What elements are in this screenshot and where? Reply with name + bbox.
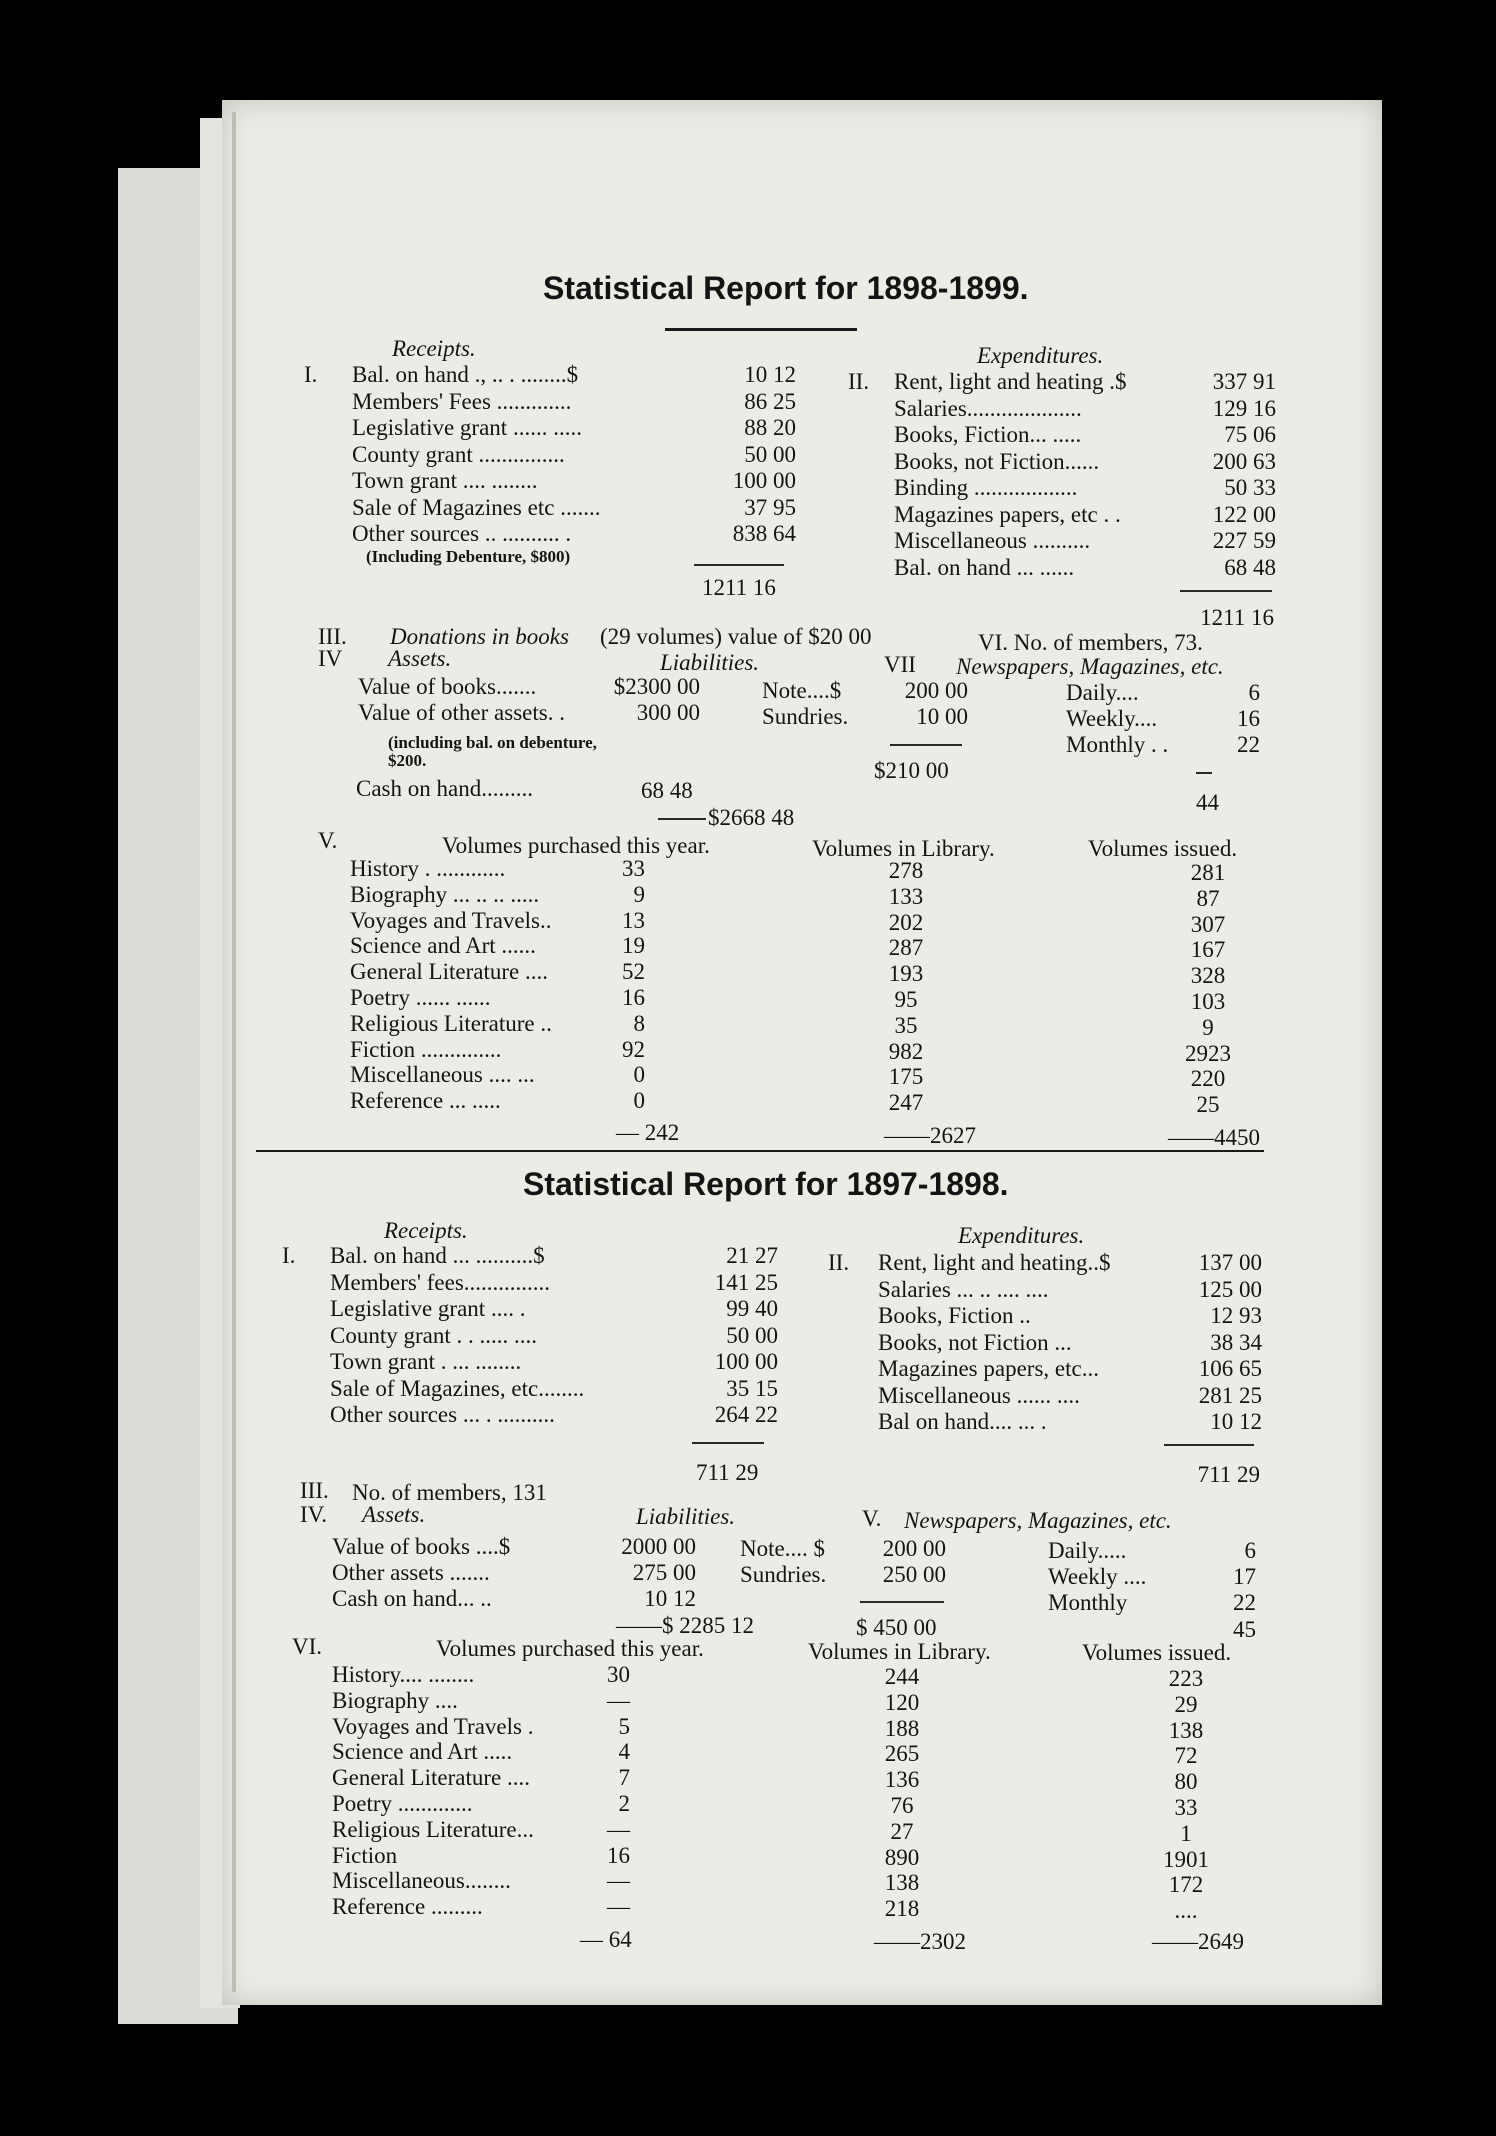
row-label: Other sources ... . .......... [330, 1402, 555, 1427]
col-purchased-heading: Volumes purchased this year. [436, 1636, 704, 1661]
col-issued-heading: Volumes issued. [1088, 836, 1238, 861]
receipts-total: 1211 16 [702, 575, 776, 600]
row-label: Value of books....... [358, 674, 537, 699]
cash-on-hand-label: Cash on hand......... [356, 776, 533, 801]
donations-label: Donations in books [390, 624, 569, 649]
volumes-in-library: 218 [884, 1896, 920, 1922]
row-label: Rent, light and heating .$ [894, 369, 1127, 394]
volume-category: Biography .... [332, 1687, 458, 1713]
volumes-in-library: 27 [890, 1818, 914, 1844]
row-label: Binding .................. [894, 475, 1078, 500]
volumes-purchased: — [607, 1894, 630, 1920]
volume-category: Reference ... ..... [350, 1088, 501, 1114]
total-library: ——2302 [874, 1929, 966, 1954]
volumes-purchased: 2 [618, 1791, 630, 1816]
title-underline [665, 328, 857, 331]
total-issued: ——4450 [1168, 1125, 1260, 1150]
volumes-purchased: 13 [622, 907, 645, 933]
volume-category: Miscellaneous........ [332, 1868, 511, 1894]
volumes-purchased: 9 [633, 881, 645, 907]
volume-category: Biography ... .. .. ..... [350, 881, 540, 907]
assets-total: ——$ 2285 12 [616, 1613, 754, 1638]
volumes-issued: 328 [1190, 963, 1226, 989]
row-amount: $2300 00 [613, 674, 700, 699]
volumes-purchased: 0 [633, 1062, 645, 1088]
report-1898-title: Statistical Report for 1898-1899. [543, 270, 1029, 306]
row-amount: 37 95 [744, 494, 796, 520]
total-rule [1196, 772, 1212, 774]
row-label: Town grant .... ........ [352, 468, 538, 493]
row-label: Books, not Fiction...... [894, 448, 1100, 474]
volume-category: History . ............ [350, 856, 506, 881]
row-amount: 35 15 [726, 1375, 778, 1401]
row-label: Bal. on hand ... ...... [894, 554, 1075, 580]
row-label: Bal. on hand ., .. . ........$ [352, 362, 579, 387]
volumes-in-library: 95 [894, 987, 918, 1012]
row-label: Members' Fees ............. [352, 388, 572, 414]
row-label: Town grant . ... ........ [330, 1349, 522, 1374]
volumes-issued: 80 [1174, 1769, 1198, 1795]
total-purchased: — 242 [616, 1120, 680, 1145]
expenditures-heading: Expenditures. [958, 1223, 1085, 1248]
row-amount: 75 06 [1224, 422, 1276, 447]
row-amount: 141 25 [714, 1269, 778, 1295]
section-label: II. [828, 1250, 850, 1275]
total-rule [1180, 590, 1272, 592]
row-label: Legislative grant ...... ..... [352, 415, 582, 440]
row-label: Sundries. [762, 704, 849, 729]
liabilities-total: $210 00 [874, 758, 949, 783]
volume-category: General Literature .... [332, 1765, 530, 1791]
volumes-purchased: — [607, 1868, 630, 1894]
row-label: Cash on hand... .. [332, 1586, 492, 1611]
row-amount: 106 65 [1198, 1356, 1262, 1381]
volumes-in-library: 175 [888, 1064, 924, 1090]
row-label: Weekly.... [1066, 706, 1158, 731]
report-1897-title: Statistical Report for 1897-1898. [523, 1166, 1009, 1202]
row-amount: 21 27 [726, 1243, 778, 1268]
row-amount: 22 [1233, 1590, 1256, 1615]
liabilities-heading: Liabilities. [660, 650, 760, 675]
volumes-in-library: 202 [888, 909, 924, 935]
col-issued-heading: Volumes issued. [1082, 1640, 1232, 1665]
cash-on-hand-amount: 68 48 [641, 778, 693, 803]
volumes-in-library: 76 [890, 1793, 914, 1818]
row-amount: 10 00 [916, 704, 968, 729]
volumes-in-library: 265 [884, 1741, 920, 1767]
row-amount: 122 00 [1212, 501, 1276, 527]
periodicals-total: 44 [1196, 790, 1219, 815]
liabilities-total: $ 450 00 [856, 1615, 937, 1640]
volumes-in-library: 120 [884, 1689, 920, 1715]
volumes-in-library: 138 [884, 1870, 920, 1896]
section-label: VII [884, 652, 916, 677]
volume-category: Fiction .............. [350, 1036, 502, 1062]
volumes-issued: 87 [1196, 885, 1220, 911]
row-amount: 38 34 [1210, 1329, 1262, 1355]
volumes-in-library: 188 [884, 1715, 920, 1741]
volumes-issued: 9 [1202, 1014, 1214, 1040]
row-label: Sundries. [740, 1562, 827, 1587]
section-label: IV [318, 646, 343, 671]
total-rule [860, 1601, 944, 1603]
volumes-purchased: 7 [618, 1765, 630, 1791]
total-issued: ——2649 [1152, 1929, 1244, 1954]
row-label: Daily.... [1066, 680, 1139, 705]
expenditures-total: 711 29 [1197, 1462, 1260, 1487]
volumes-purchased: 5 [618, 1713, 630, 1739]
liabilities-heading: Liabilities. [636, 1504, 736, 1529]
col-purchased-heading: Volumes purchased this year. [442, 833, 710, 858]
row-label: Rent, light and heating..$ [878, 1250, 1111, 1275]
volume-category: History.... ........ [332, 1662, 475, 1687]
volumes-issued: 138 [1168, 1717, 1204, 1743]
volume-category: Religious Literature... [332, 1816, 534, 1842]
row-amount: 838 64 [732, 521, 796, 546]
row-amount: 17 [1233, 1564, 1256, 1589]
section-label: III. [318, 624, 347, 649]
volumes-issued: 307 [1190, 911, 1226, 937]
receipts-note: (Including Debenture, $800) [366, 547, 571, 566]
volume-category: Reference ......... [332, 1894, 483, 1920]
assets-heading: Assets. [362, 1502, 426, 1527]
volumes-purchased: 30 [607, 1662, 630, 1687]
volumes-in-library: 133 [888, 883, 924, 909]
expenditures-total: 1211 16 [1200, 605, 1274, 630]
row-label: Bal. on hand ... ..........$ [330, 1243, 545, 1268]
receipts-heading: Receipts. [392, 336, 476, 361]
donations-text: (29 volumes) value of $20 00 [600, 624, 872, 649]
row-label: Sale of Magazines, etc........ [330, 1375, 585, 1401]
row-label: Salaries ... .. .... .... [878, 1276, 1049, 1302]
row-label: Miscellaneous ...... .... [878, 1382, 1080, 1408]
receipts-heading: Receipts. [384, 1218, 468, 1243]
row-label: County grant ............... [352, 441, 565, 467]
volumes-purchased: 4 [618, 1739, 630, 1765]
row-amount: 99 40 [726, 1296, 778, 1321]
assets-note: (including bal. on debenture, $200. [388, 733, 597, 770]
row-amount: 250 00 [882, 1562, 946, 1587]
volumes-purchased: 52 [622, 959, 645, 985]
row-amount: 6 [1248, 680, 1260, 705]
volume-category: Science and Art ...... [350, 933, 536, 959]
row-label: Monthly [1048, 1590, 1128, 1615]
row-amount: 22 [1237, 732, 1260, 757]
newspapers-heading: Newspapers, Magazines, etc. [904, 1508, 1172, 1533]
section-label: IV. [300, 1502, 328, 1527]
row-amount: 12 93 [1210, 1303, 1262, 1328]
section-label: I. [282, 1243, 296, 1268]
row-amount: 129 16 [1212, 395, 1276, 421]
total-rule [658, 818, 706, 820]
periodicals-total: 45 [1233, 1617, 1256, 1642]
volume-category: Voyages and Travels.. [350, 907, 552, 933]
volumes-in-library: 35 [894, 1012, 918, 1038]
volumes-issued: 29 [1174, 1691, 1198, 1717]
row-amount: 264 22 [714, 1402, 778, 1427]
row-amount: 50 00 [744, 441, 796, 467]
row-amount: 125 00 [1198, 1276, 1262, 1302]
receipts-total: 711 29 [696, 1460, 759, 1485]
row-amount: 2000 00 [621, 1534, 696, 1559]
volumes-in-library: 247 [888, 1090, 924, 1116]
assets-heading: Assets. [388, 646, 452, 671]
row-label: Weekly .... [1048, 1564, 1147, 1589]
volume-category: Poetry ............. [332, 1791, 473, 1816]
volumes-issued: 172 [1168, 1872, 1204, 1898]
row-label: Note....$ [762, 678, 842, 703]
row-amount: 281 25 [1198, 1382, 1262, 1408]
volume-category: Miscellaneous .... ... [350, 1062, 535, 1088]
row-amount: 86 25 [744, 388, 796, 414]
volumes-issued: 281 [1190, 860, 1226, 885]
row-label: Bal on hand.... ... . [878, 1409, 1047, 1434]
volumes-purchased: 16 [607, 1842, 630, 1868]
row-label: Legislative grant .... . [330, 1296, 526, 1321]
volumes-in-library: 278 [888, 858, 924, 883]
volumes-issued: 25 [1196, 1092, 1220, 1118]
section-label: II. [848, 369, 870, 394]
row-label: Magazines papers, etc... [878, 1356, 1099, 1381]
row-label: Monthly . . [1066, 732, 1169, 757]
volumes-issued: 2923 [1185, 1040, 1231, 1066]
row-label: Value of books ....$ [332, 1534, 511, 1559]
volumes-purchased: 92 [622, 1036, 645, 1062]
row-amount: 137 00 [1198, 1250, 1262, 1275]
section-label: VI. [292, 1634, 323, 1659]
row-amount: 10 12 [1210, 1409, 1262, 1434]
row-amount: 200 63 [1212, 448, 1276, 474]
row-amount: 227 59 [1212, 528, 1276, 553]
volumes-issued: 1901 [1163, 1846, 1209, 1872]
row-amount: 10 12 [644, 1586, 696, 1611]
members-count: No. of members, 131 [352, 1480, 547, 1505]
row-label: Sale of Magazines etc ....... [352, 494, 601, 520]
row-label: Salaries.................... [894, 395, 1082, 421]
row-label: Value of other assets. . [358, 700, 565, 725]
volumes-purchased: 33 [622, 856, 645, 881]
row-label: Miscellaneous .......... [894, 528, 1091, 553]
volumes-purchased: 0 [633, 1088, 645, 1114]
row-amount: 50 33 [1224, 475, 1276, 500]
row-label: Note.... $ [740, 1536, 825, 1561]
volumes-issued: .... [1174, 1898, 1198, 1924]
volumes-in-library: 982 [888, 1038, 924, 1064]
row-label: Other sources .. .......... . [352, 521, 572, 546]
row-amount: 300 00 [636, 700, 700, 725]
volumes-purchased: — [607, 1816, 630, 1842]
row-amount: 68 48 [1224, 554, 1276, 580]
total-purchased: — 64 [580, 1927, 632, 1952]
col-library-heading: Volumes in Library. [812, 836, 995, 861]
volumes-purchased: 8 [633, 1010, 645, 1036]
volume-category: Science and Art ..... [332, 1739, 513, 1765]
volumes-purchased: 16 [622, 985, 645, 1010]
volumes-issued: 167 [1190, 937, 1226, 963]
row-label: Books, not Fiction ... [878, 1329, 1072, 1355]
row-amount: 10 12 [744, 362, 796, 387]
row-label: County grant . . ..... .... [330, 1322, 537, 1348]
volume-category: Religious Literature .. [350, 1010, 552, 1036]
total-library: ——2627 [884, 1123, 976, 1148]
volume-category: General Literature .... [350, 959, 548, 985]
members-count: VI. No. of members, 73. [978, 630, 1203, 655]
volumes-in-library: 193 [888, 961, 924, 987]
expenditures-heading: Expenditures. [977, 343, 1104, 368]
volumes-issued: 223 [1168, 1666, 1204, 1691]
page-fold-edge [232, 112, 236, 1992]
section-label: I. [304, 362, 318, 387]
volume-category: Voyages and Travels . [332, 1713, 534, 1739]
volumes-purchased: 19 [622, 933, 645, 959]
total-rule [694, 564, 784, 566]
row-amount: 275 00 [632, 1560, 696, 1585]
row-amount: 100 00 [732, 468, 796, 493]
total-rule [692, 1442, 764, 1444]
row-amount: 337 91 [1212, 369, 1276, 394]
row-amount: 88 20 [744, 415, 796, 440]
section-label: III. [300, 1478, 329, 1503]
row-label: Magazines papers, etc . . [894, 501, 1121, 527]
volumes-in-library: 890 [884, 1844, 920, 1870]
volume-category: Poetry ...... ...... [350, 985, 491, 1010]
row-label: Books, Fiction .. [878, 1303, 1031, 1328]
volumes-issued: 1 [1180, 1820, 1192, 1846]
row-amount: 6 [1244, 1538, 1256, 1563]
row-label: Other assets ....... [332, 1560, 490, 1585]
volumes-issued: 220 [1190, 1066, 1226, 1092]
newspapers-heading: Newspapers, Magazines, etc. [956, 654, 1224, 679]
volumes-issued: 33 [1174, 1795, 1198, 1820]
row-amount: 100 00 [714, 1349, 778, 1374]
total-rule [1164, 1444, 1254, 1446]
volumes-issued: 103 [1190, 989, 1226, 1014]
col-library-heading: Volumes in Library. [808, 1639, 991, 1664]
row-amount: 200 00 [882, 1536, 946, 1561]
row-amount: 16 [1237, 706, 1260, 731]
row-amount: 50 00 [726, 1322, 778, 1348]
volumes-in-library: 244 [884, 1664, 920, 1689]
volumes-purchased: — [607, 1687, 630, 1713]
total-rule [890, 744, 962, 746]
row-label: Daily..... [1048, 1538, 1127, 1563]
row-label: Books, Fiction... ..... [894, 422, 1082, 447]
volumes-in-library: 136 [884, 1767, 920, 1793]
row-label: Members' fees............... [330, 1269, 551, 1295]
section-divider [256, 1150, 1264, 1152]
volume-category: Fiction [332, 1842, 398, 1868]
volumes-in-library: 287 [888, 935, 924, 961]
volumes-issued: 72 [1174, 1743, 1198, 1769]
assets-total: $2668 48 [708, 805, 795, 830]
row-amount: 200 00 [904, 678, 968, 703]
section-label: V. [318, 828, 338, 853]
section-label: V. [862, 1506, 882, 1531]
